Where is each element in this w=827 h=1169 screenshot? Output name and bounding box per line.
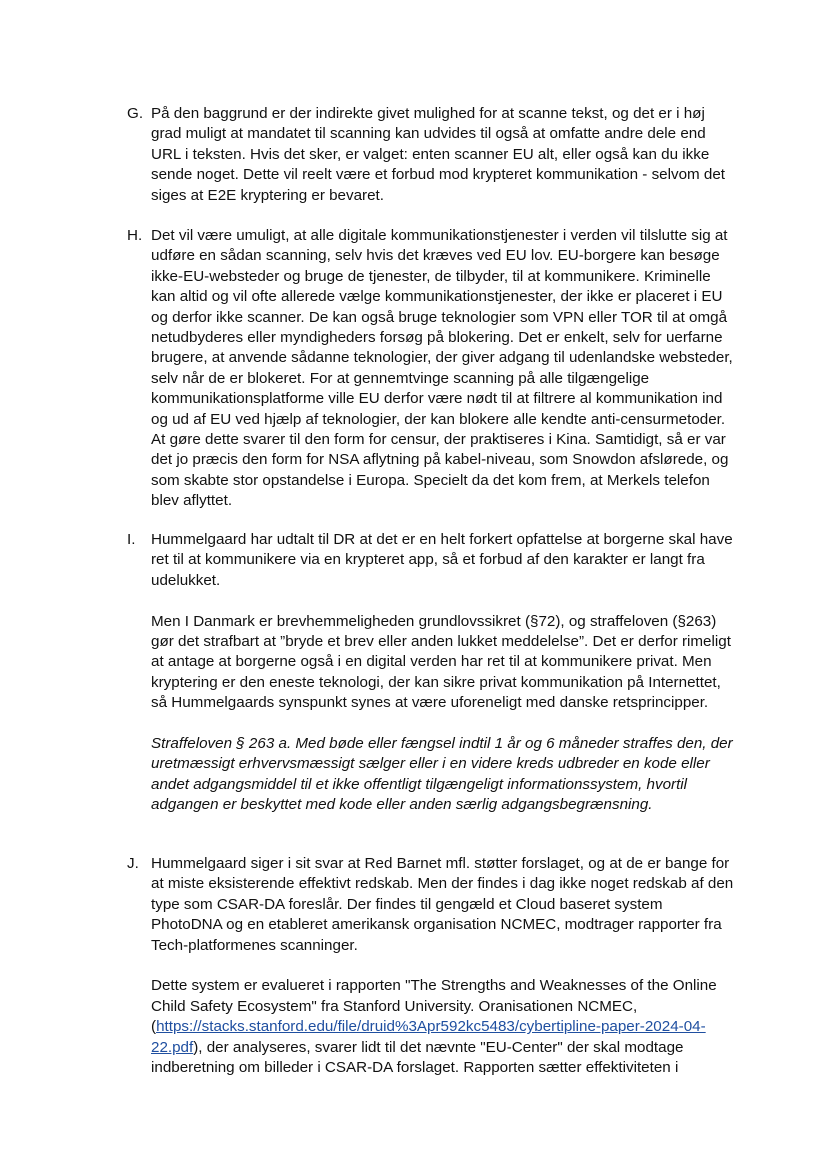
list-item-h xyxy=(127,226,737,512)
list-item-g xyxy=(127,104,737,206)
list-marker: J. xyxy=(127,855,139,872)
list-item-j xyxy=(127,854,737,1078)
link-paragraph-before: Dette system er evalueret i rapporten "The Strengths and Weaknesses of the Online Child Safety Ecosystem" fra Stanford University. Oranisationen NCMEC, ( xyxy=(151,977,717,1036)
link-paragraph-after: ), der analyseres, svarer lidt til det nævnte "EU-Center" der skal modtage indberetning om billeder i CSAR-DA forslaget. Rapporten sætter effektiviteten i xyxy=(151,1038,684,1077)
list-marker: H. xyxy=(127,227,143,244)
paragraph: Hummelgaard siger i sit svar at Red Barnet mfl. støtter forslaget, og at de er bange for at miste eksisterende effektivt redskab. Men der findes i dag ikke noget redskab af den type som CSAR-DA foreslår. Der findes til gengæld et Cloud baseret system PhotoDNA og en etableret amerikansk organisation NCMEC, modtrager rapporter fra Tech-platformenes scanninger. xyxy=(151,855,734,954)
paragraph: Det vil være umuligt, at alle digitale kommunikationstjenester i verden vil tilslutte sig at udføre en sådan scanning, selv hvis det kræves ved EU lov. EU-borgere kan besøge ikke-EU-websteder og bruge de tjenester, de tilbyder, til at kommunikere. Kriminelle kan altid og vil ofte allerede vælge kommunikationstjenester, der ikke er placeret i EU og derfor ikke scanner. De kan også bruge teknologier som VPN eller TOR til at omgå netudbyderes eller myndigheders forsøg på blokering. Det er enkelt, selv for uerfarne brugere, at anvende sådanne teknologier, der giver adgang til udenlandske websteder, selv når de er blokeret. For at gennemtvinge scanning på alle tilgængelige kommunikationsplatforme ville EU derfor være nødt til at filtrere al kommunikation ind og ud af EU ved hjælp af teknologier, der kan blokere alle kendte anti-censurmetoder. At gøre dette svarer til den form for censur, der praktiseres i Kina. Samtidigt, så er var det jo præcis den form for NSA aflytning på kabel-niveau, som Snowdon afslørede, og som skabte stor opstandelse i Europa. Specielt da det kom frem, at Merkels telefon blev aflyttet. xyxy=(151,227,733,510)
paragraph-with-link xyxy=(151,976,737,1078)
paragraph: Men I Danmark er brevhemmeligheden grundlovssikret (§72), og straffeloven (§263) gør det strafbart at ”bryde et brev eller anden lukket meddelelse”. Det er derfor rimeligt at antage at borgerne også i en digital verden har ret til at kommunikere privat. Men kryptering er den eneste teknologi, der kan sikre privat kommunikation på Internettet, så Hummelgaards synspunkt synes at være uforeneligt med danske retsprincipper. xyxy=(151,612,731,712)
statute-quote: Straffeloven § 263 a. Med bøde eller fængsel indtil 1 år og 6 måneder straffes den, der uretmæssigt erhvervsmæssigt sælger eller i en videre kreds udbreder en kode eller andet adgangsmiddel til et ikke offentligt tilgængeligt informationssystem, hvortil adgangen er beskyttet med kode eller anden særlig adgangsbegrænsning. xyxy=(151,735,733,814)
report-link[interactable]: https://stacks.stanford.edu/file/druid%3Apr592kc5483/cybertipline-paper-2024-04-22.pdf xyxy=(151,1018,706,1056)
paragraph: Hummelgaard har udtalt til DR at det er en helt forkert opfattelse at borgerne skal have ret til at kommunikere via en krypteret app, så et forbud af den karakter er langt fra udelukket. xyxy=(151,531,733,589)
list-marker: I. xyxy=(127,531,136,548)
paragraph: På den baggrund er der indirekte givet mulighed for at scanne tekst, og det er i høj grad muligt at mandatet til scanning kan udvides til også at omfatte andre dele end URL i teksten. Hvis det sker, er valget: enten scanner EU alt, eller også kan du ikke sende noget. Dette vil reelt være et forbud mod krypteret kommunikation - selvom det siges at E2E kryptering er bevaret. xyxy=(151,105,726,204)
list-item-i xyxy=(127,530,737,816)
list-marker: G. xyxy=(127,105,144,122)
